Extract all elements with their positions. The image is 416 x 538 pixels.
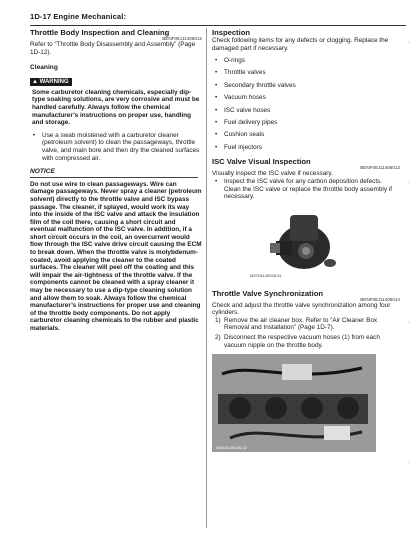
notice-text: Do not use wire to clean passageways. Wire can damage passageways. Never spray a cleaner (petroleum solvent) directly to the throttle valve and ISC bypass passage. The cleaner, if splayed, would work its way into the inside of the ISC valve and attack the insulation film of the coil there, causing a short circuit and eventual malfunction of the ISC valve. In addition, if a short circuit occurs in the coil, an overcurrent would flow through the ISC valve drive circuit causing the ECM to break down. When the throttle valve is molybdenum-coated, avoid applying the cleaner to the coated surfaces. The cleaner will peel off the coating and this will impair the air-tightness of the throttle valve. If the components cannot be cleaned with a spray cleaner it may be necessary to use a dip-type cleaning solution and allow them to soak. Always follow the chemical manufacturer’s instructions for proper use and cleaning of the throttle body components. Do not apply carburetor cleaning chemicals to the rubber and plastic materials. [30, 180, 202, 332]
sync-title: Throttle Valve Synchronization [212, 288, 323, 298]
cleaning-bullet: • Use a swab moistened with a carburetor cleaner (petroleum solvent) to clean the passageways, throttle valve, and main bore and then dry the cleaned surfaces with compressed air. [30, 132, 202, 162]
sync-step [212, 334, 400, 349]
inspection-items [212, 57, 400, 151]
sync-steps [212, 317, 400, 349]
inspection-item: • Secondary throttle valves [212, 82, 400, 90]
warning-label: WARNING [39, 78, 69, 85]
isc-intro: Visually inspect the ISC valve if necessary. [212, 170, 333, 178]
inspection-intro: Check following items for any defects or clogging. Replace the damaged part if necessary. [212, 37, 389, 52]
isc-valve-photo [246, 207, 366, 281]
inspection-item: • ISC valve hoses [212, 107, 400, 115]
page-header [30, 12, 406, 26]
margin-mark: ‹ [408, 320, 410, 326]
margin-mark: ‹ [408, 460, 410, 466]
section-title-throttle-body: Throttle Body Inspection and Cleaning [30, 28, 170, 37]
warning-text: Some carburetor cleaning chemicals, especially dip-type soaking solutions, are very corrosive and must be handled carefully. Always follow the chemical manufacturer’s instructions on proper use, handling and storage. [32, 88, 200, 127]
cleaning-bullets [30, 132, 202, 162]
isc-title: ISC Valve Visual Inspection [212, 157, 311, 167]
step-number: 1) [215, 316, 221, 324]
header-title: 1D-17 Engine Mechanical: [30, 12, 127, 21]
notice-title: NOTICE [30, 168, 198, 178]
inspection-item: • Fuel delivery pipes [212, 119, 400, 127]
isc-photo-caption: I837H1140026-01 [250, 273, 282, 279]
inspection-title: Inspection [212, 28, 250, 37]
warning-triangle-icon: ▲ [32, 78, 38, 85]
throttle-body-image [212, 354, 376, 452]
throttle-body-photo [212, 354, 376, 452]
inspection-item: • Throttle valves [212, 69, 400, 77]
inspection-item: • Vacuum hoses [212, 94, 400, 102]
sync-code: BENF08J11406014 [360, 296, 400, 302]
step-number: 2) [215, 334, 221, 342]
step-text: Remove the air cleaner box. Refer to “Air Cleaner Box Removal and Installation” (Page 1D-7). [224, 316, 378, 332]
section-code: BENF08J11406012 [162, 36, 202, 41]
inspection-item: • Cushion seals [212, 131, 400, 139]
sync-step [212, 317, 400, 332]
column-divider [206, 28, 207, 528]
isc-bullet: • Inspect the ISC valve for any carbon deposition defects. Clean the ISC valve or replace the throttle body assembly if necessary. [212, 178, 400, 201]
header-rule [30, 25, 406, 26]
margin-mark: ‹ [408, 180, 410, 186]
isc-code: BENF08J11406013 [360, 165, 400, 171]
isc-valve-image [246, 207, 366, 281]
step-text: Disconnect the respective vacuum hoses (1) from each vacuum nipple on the throttle body. [224, 334, 380, 349]
inspection-item: • O-rings [212, 57, 400, 65]
sync-intro: Check and adjust the throttle valve synchronization among four cylinders. [212, 301, 391, 317]
inspection-item: • Fuel injectors [212, 144, 400, 152]
margin-mark: ‹ [408, 40, 410, 46]
sync-photo-caption: I808J1140026-02 [216, 444, 247, 450]
right-column [212, 28, 400, 452]
refer-text: Refer to “Throttle Body Disassembly and Assembly” (Page 1D-12). [30, 41, 196, 56]
warning-badge [30, 78, 72, 86]
cleaning-title: Cleaning [30, 64, 58, 72]
isc-bullets [212, 178, 400, 201]
left-column [30, 28, 202, 333]
